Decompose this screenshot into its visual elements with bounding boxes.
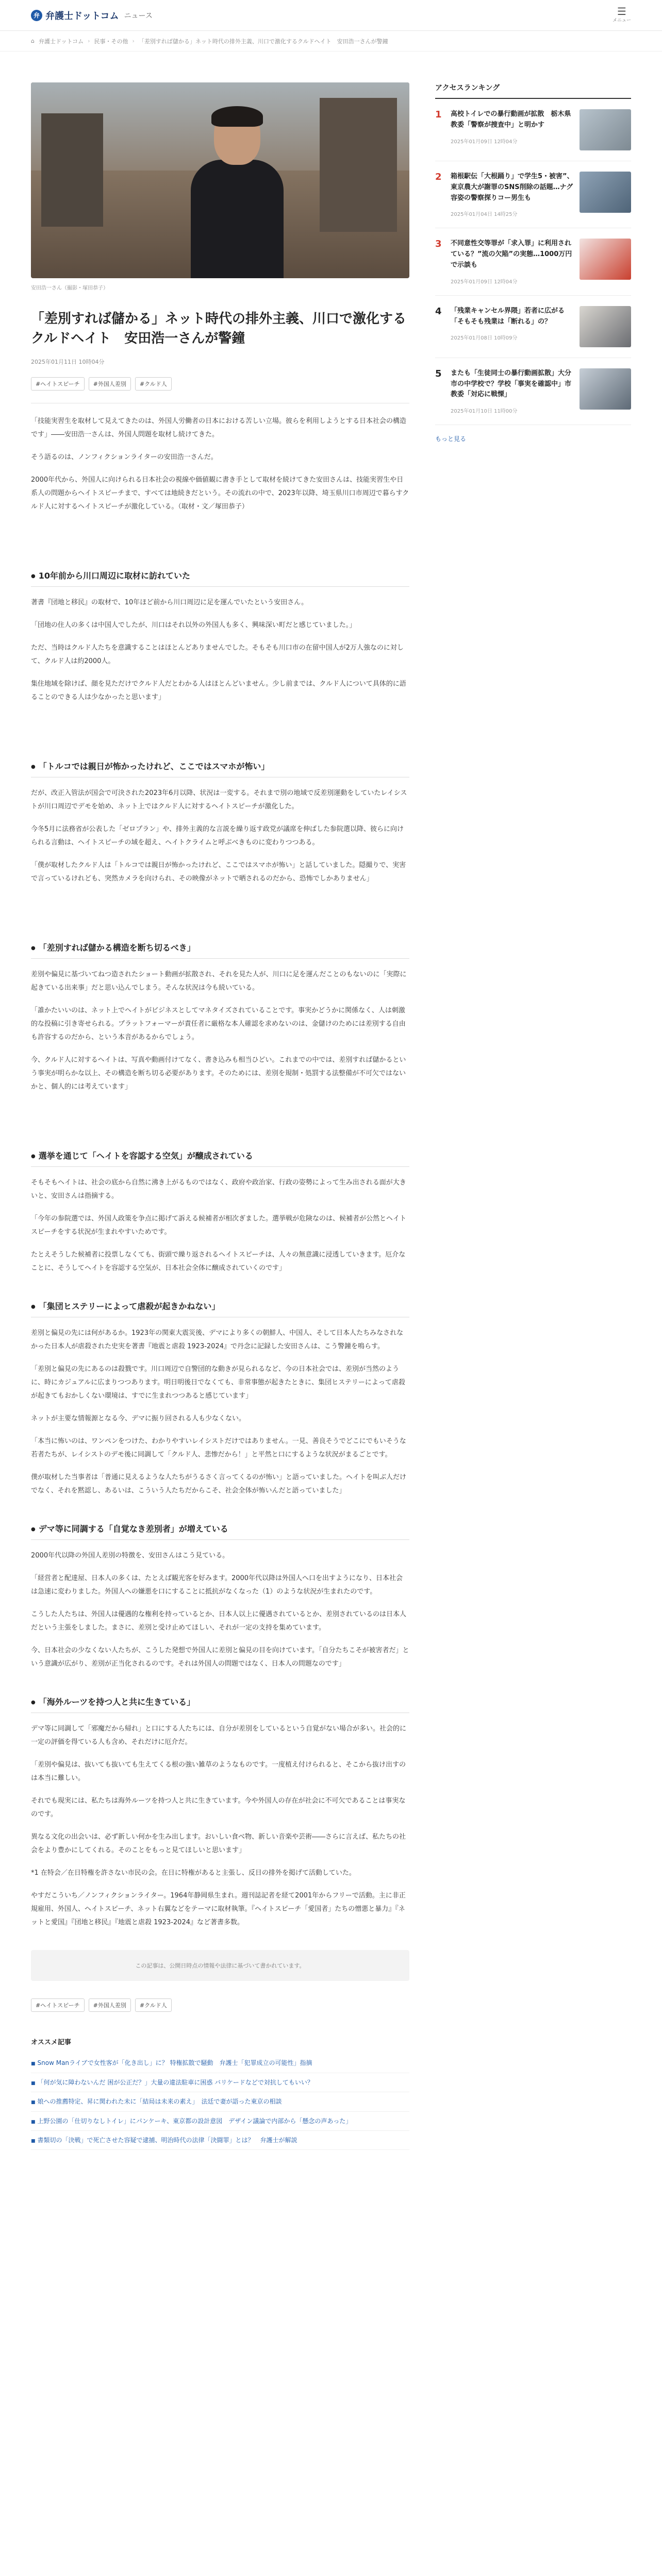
footnote: *1 在特会／在日特権を許さない市民の会。在日に特権があると主張し、反日の排外を掲げて活動していた。 (31, 1869, 356, 1877)
article-main (31, 82, 409, 2150)
site-logo[interactable] (31, 9, 153, 22)
bottom-tag-list (31, 1998, 409, 2012)
article-hero-image (31, 82, 409, 278)
body-paragraph: 今、日本社会の少なくない人たちが、こうした発想で外国人に差別と偏見の目を向けています。「自分たちこそが被害者だ」という意識が広がり、差別が正当化されるのです。それは外国人の問題ではなく、日本人の問題なのです」 (31, 1647, 409, 1668)
body-paragraph: それでも現実には、私たちは海外ルーツを持つ人と共に生きています。今や外国人の存在が社会に不可欠であることは事実なのです。 (31, 1797, 406, 1819)
menu-button[interactable] (613, 6, 631, 23)
ranking-item[interactable] (435, 296, 631, 358)
ranking-item-title: 「残業キャンセル界隈」若者に広がる「そもそも残業は「断れる」の？ (451, 307, 565, 326)
ranking-item[interactable] (435, 99, 631, 161)
person-photo (191, 108, 284, 278)
body-paragraph: 今、クルド人に対するヘイトは、写真や動画付けてなく、書き込みも相当ひどい。これまでの中では、差別すれば儲かるという事実が明らかな以上、その構造を断ち切る必要があります。そのためには、差別を規制・処罰する法整備が不可欠ではないかと、個人的には考えています」 (31, 1056, 406, 1091)
recommend-link[interactable]: ■ 上野公園の「仕切りなしトイレ」にパンケーキ、東京都の設計意図 デザイン議論で内部から「懸念の声あった」 (31, 2112, 409, 2131)
breadcrumb-item-category[interactable]: 民事・その他 (94, 38, 128, 45)
ranking-thumbnail (580, 306, 631, 347)
section-heading: ● デマ等に同調する「自覚なき差別者」が増えている (31, 1522, 409, 1540)
body-paragraph: 今冬5月に法務省が公表した「ゼロプラン」や、排外主義的な言説を繰り返す政党が議席を伸ばした参院選以降、彼らに向けられる言動は、ヘイトスピーチの域を超え、ヘイトクライムと呼ぶべきものに変わりつつある。 (31, 825, 404, 847)
tag-kurdish[interactable]: #クルド人 (135, 377, 172, 391)
body-paragraph: 2000年代以降の外国人差別の特徴を、安田さんはこう見ている。 (31, 1552, 229, 1560)
lead-paragraph: 2000年代から、外国人に向けられる日本社会の視線や価値観に書き手として取材を続けてきた安田さんは、技能実習生や日系人の問題からヘイトスピーチまで、すべては地続きだという。その流れの中で、2023年以降、埼玉県川口市周辺で暮らすクルド人に対するヘイトスピーチが激化している。（取材・文／塚田恭子） (31, 476, 409, 511)
rank-number: 3 (435, 239, 442, 250)
article-title: 「差別すれば儲かる」ネット時代の排外主義、川口で激化するクルドヘイト 安田浩一さんが警鐘 (31, 311, 407, 346)
body-paragraph: 集住地域を除けば、顔を見ただけでクルド人だとわかる人はほとんどいません。少し前までは、クルド人について具体的に語ることのできる人は少なかったと思います」 (31, 680, 406, 702)
body-paragraph: 著書『団地と移民』の取材で、10年ほど前から川口周辺に足を運んでいたという安田さん。 (31, 599, 308, 607)
logo-mark-icon: 弁 (31, 10, 42, 21)
breadcrumb-separator: › (88, 38, 90, 44)
body-paragraph: 「本当に怖いのは、ワンペンをつけた、わかりやすいレイシストだけではありません。一見、善良そうでどこにでもいそうな若者たちが、レイシストのデモ後に同調して「クルド人、悲惨だから！」と平然と口にするような状況がまるごとです。 (31, 1437, 406, 1459)
body-paragraph: 「差別と偏見の先にあるのは殺戮です。川口周辺で自警団的な動きが見られるなど、今の日本社会では、差別が当然のように、時にカジュアルに広まりつつあります。明日明後日でなくても、非常事態が起きたときに、集団ヒステリーによって虐殺が起きてもおかしくない環境は、すでに生まれつつあると感じています」 (31, 1365, 405, 1400)
body-paragraph: こうした人たちは、外国人は優遇的な権利を持っているとか、日本人以上に優遇されているとか、差別されているのは日本人だという主張をしました。まさに、差別と受け止めてほしい、それが一定の支持を集めています。 (31, 1611, 407, 1632)
ranking-thumbnail (580, 239, 631, 280)
body-paragraph: 「誰かたいいのは、ネット上でヘイトがビジネスとしてマネタイズされていることです。事実かどうかに関係なく、人は刺激的な投稿に引き寄せられる。プラットフォーマーが責任者に厳格な本人確認を求めないのは、金儲けのためには差別する自由も許容するのだから、という本音があるからでしょう。 (31, 1007, 406, 1042)
tag-list (31, 377, 409, 391)
ranking-item-title: 不同意性交等罪が「求入罪」に利用されている？”流の欠陥”の実態…1000万円で示談も (451, 240, 572, 269)
rank-number: 4 (435, 306, 442, 317)
lead-paragraph: 「技能実習生を取材して見えてきたのは、外国人労働者の日本における苦しい立場。彼らを利用しようとする日本社会の構造です」――安田浩一さんは、外国人問題を取材し続けてきた。 (31, 417, 407, 439)
tag-hate-speech[interactable]: #ヘイトスピーチ (31, 377, 85, 391)
section-heading: ● 「トルコでは親日が怖かったけれど、ここではスマホが怖い」 (31, 760, 409, 777)
section-heading: ● 「海外ルーツを持つ人と共に生きている」 (31, 1696, 409, 1713)
ranking-title: アクセスランキング (435, 82, 631, 99)
ranking-thumbnail (580, 172, 631, 213)
ranking-item-title: 箱根駅伝「大根踊り」で学生5・被害”、東京農大が謝罪のSNS削除の話題…ナグ容姿の警察探りコー男生も (451, 173, 574, 202)
logo-text: 弁護士ドットコム (45, 10, 119, 22)
body-paragraph: 「経営者と配達屋、日本人の多くは、たとえば観光客を好みます。2000年代以降は外国人へ口を出すようになり、日本社会は急速に変わりました。外国人への嫌悪を口にすることに抵抗がなくなった（1）のような状況が生まれたのです。 (31, 1574, 403, 1596)
tag-discrimination[interactable]: #外国人差別 (89, 377, 131, 391)
tag-discrimination[interactable]: #外国人差別 (89, 1998, 131, 2012)
rank-number: 2 (435, 172, 442, 182)
recommend-link[interactable]: ■ 「何が気に障わないんだ 困が公正だ？」大量の違法駐車に困惑 バリケードなどで対抗してもいい？ (31, 2073, 409, 2092)
ranking-item[interactable] (435, 228, 631, 295)
body-paragraph: 「差別や偏見は、抜いても抜いても生えてくる根の強い雑草のようなものです。一度植え付けられると、そこから抜け出すのは本当に難しい。 (31, 1761, 406, 1783)
body-paragraph: 異なる文化の出会いは、必ず新しい何かを生み出します。おいしい食べ物、新しい音楽や芸術――さらに言えば、私たちの社会をより豊かにしてくれる。そのことをもっと見てほしいと思います」 (31, 1833, 406, 1855)
body-paragraph: そもそもヘイトは、社会の底から自然に沸き上がるものではなく、政府や政治家、行政の姿勢によって生み出される面が大きいと、安田さんは指摘する。 (31, 1179, 406, 1200)
logo-subtitle: ニュース (124, 11, 153, 20)
ranking-item-date: 2025年01月09日 12時04分 (451, 139, 518, 145)
recommend-link[interactable]: ■ Snow Manライブで女性客が「化き出し」に？ 特権拡散で騒動 弁護士「犯罪成立の可能性」指摘 (31, 2054, 409, 2073)
breadcrumb-separator: › (132, 38, 135, 44)
lead-paragraph: そう語るのは、ノンフィクションライターの安田浩一さんだ。 (31, 453, 218, 462)
recommend-link[interactable]: ■ 書類切の「決戦」で死亡させた容疑で逮捕、明治時代の法律「決闘罪」とは？ 弁護士が解説 (31, 2131, 409, 2150)
breadcrumb (0, 31, 662, 52)
body-paragraph: だが、改正入管法が国会で可決された2023年6月以降、状況は一変する。それまで別の地域で反差別運動をしていたレイシストが川口周辺でデモを始め、ネット上ではクルド人に対するヘイトスピーチが激化した。 (31, 789, 407, 811)
ranking-item-title: またも「生徒同士の暴行動画拡散」大分市の中学校で？学校「事実を確認中」市教委「対応に戦慄」 (451, 369, 572, 399)
section-heading: ● 10年前から川口周辺に取材に訪れていた (31, 569, 409, 587)
body-paragraph: ただ、当時はクルド人たちを意識することはほとんどありませんでした。そもそも川口市の在留中国人が2万人強なのに対して、クルド人は約2000人。 (31, 644, 404, 666)
body-paragraph: 「今年の参院選では、外国人政策を争点に掲げて訴える候補者が相次ぎました。選挙戦が危険なのは、候補者が公然とヘイトスピーチをする状況が生まれやすいためです。 (31, 1215, 407, 1236)
author-profile: やすだこういち／ノンフィクションライター。1964年静岡県生まれ。週刊誌記者を経て2001年からフリーで活動。主に非正規雇用、外国人、ヘイトスピーチ、ネット右翼などをテーマに取材執筆。『ヘイトスピーチ「愛国者」たちの憎悪と暴力』『ネットと愛国』『団地と移民』『地震と虐殺 1923-2024』など著書多数。 (31, 1892, 406, 1927)
image-caption: 安田浩一さん（撮影・塚田恭子） (31, 285, 108, 291)
ranking-thumbnail (580, 368, 631, 410)
ranking-item-title: 高校トイレでの暴行動画が拡散 栃木県教委「警察が捜査中」と明かす (451, 110, 571, 129)
recommend-title: オススメ記事 (31, 2039, 71, 2047)
body-paragraph: 僕が取材した当事者は「普通に見えるような人たちがうるさく言ってくるのが怖い」と語っていました。ヘイトを叫ぶ人だけでなく、それを黙認し、あるいは、こういう人たちだからこそ、社会全体が怖いんだと語っていました」 (31, 1473, 407, 1495)
ranking-item[interactable] (435, 358, 631, 425)
rank-number: 5 (435, 368, 442, 379)
hamburger-icon: ☰ (617, 5, 626, 18)
more-link[interactable]: もっと見る (435, 435, 467, 443)
ranking-item-date: 2025年01月04日 14時25分 (451, 212, 518, 218)
sidebar (435, 82, 631, 2150)
breadcrumb-item-current: 「差別すれば儲かる」ネット時代の排外主義、川口で激化するクルドヘイト 安田浩一さんが警鐘 (138, 38, 388, 45)
body-paragraph: 「団地の住人の多くは中国人でしたが、川口はそれ以外の外国人も多く、興味深い町だと感じていました。」 (31, 621, 356, 630)
body-paragraph: 差別と偏見の先には何があるか。1923年の関東大震災後、デマにより多くの朝鮮人、中国人、そして日本人たちみなされなかった日本人が虐殺された史実を著書『地震と虐殺 1923-2024』で丹念に記録した安田さんは、こう警鐘を鳴らす。 (31, 1329, 404, 1351)
site-header (0, 0, 662, 31)
ranking-item-date: 2025年01月10日 11時00分 (451, 409, 518, 415)
tag-hate-speech[interactable]: #ヘイトスピーチ (31, 1998, 85, 2012)
body-paragraph: 「僕が取材したクルド人は「トルコでは親日が怖かったけれど、ここではスマホが怖い」と話していました。隠撮りで、実害で言っているけれども、突然カメラを向けられ、その映像がネットで晒されるのだから、恐怖でしかありません」 (31, 861, 406, 883)
body-paragraph: ネットが主要な情報源となる今、デマに振り回される人も少なくない。 (31, 1415, 246, 1423)
ranking-item-date: 2025年01月08日 10時09分 (451, 335, 518, 342)
menu-label: メニュー (613, 18, 632, 23)
section-heading: ● 「差別すれば儲かる構造を断ち切るべき」 (31, 941, 409, 959)
ranking-item-date: 2025年01月09日 12時04分 (451, 279, 518, 285)
section-heading: ● 選挙を通じて「ヘイトを容認する空気」が醸成されている (31, 1149, 409, 1167)
section-heading: ● 「集団ヒステリーによって虐殺が起きかねない」 (31, 1300, 409, 1317)
home-icon: ⌂ (31, 38, 35, 44)
ranking-thumbnail (580, 109, 631, 150)
recommend-list (31, 2054, 409, 2150)
legal-notice: この記事は、公開日時点の情報や法律に基づいて書かれています。 (31, 1950, 409, 1981)
tag-kurdish[interactable]: #クルド人 (135, 1998, 172, 2012)
breadcrumb-item-home[interactable]: 弁護士ドットコム (38, 38, 84, 45)
article-date: 2025年01月11日 10時04分 (31, 359, 105, 366)
body-paragraph: たとえそうした候補者に投票しなくても、街頭で繰り返されるヘイトスピーチは、人々の無意識に浸透していきます。厄介なことに、そうしてヘイトを容認する空気が、日本社会全体に醸成されていくのです」 (31, 1251, 406, 1273)
rank-number: 1 (435, 109, 442, 120)
body-paragraph: デマ等に同調して「邪魔だから帰れ」と口にする人たちには、自分が差別をしているという自覚がない場合が多い。社会的に一定の評価を得ている人も含め、それだけに厄介だ。 (31, 1725, 407, 1747)
ranking-item[interactable] (435, 161, 631, 228)
recommend-link[interactable]: ■ 娘への推薦特定、昇に関われた未に「結局は未来の素え」 法廷で妻が語った東京の相談 (31, 2092, 409, 2111)
body-paragraph: 差別や偏見に基づいてねつ造されたショート動画が拡散され、それを見た人が、川口に足を運んだことのもないのに「実際に起きている出来事」だと思い込んでしまう。そんな状況は今も続いている。 (31, 971, 407, 992)
